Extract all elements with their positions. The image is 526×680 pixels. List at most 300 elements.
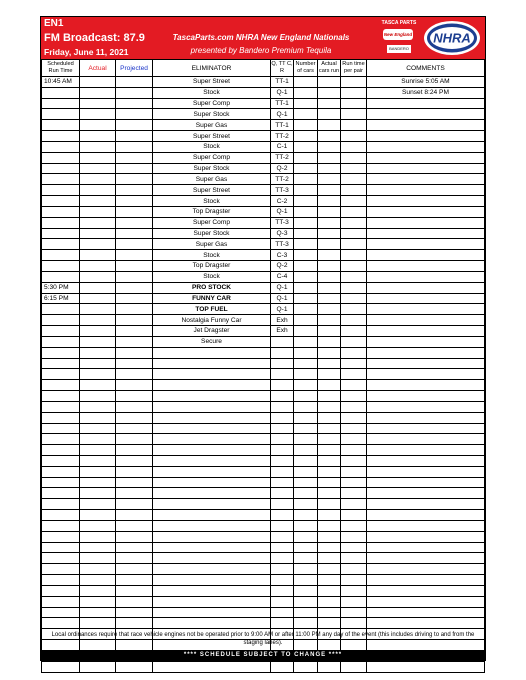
actual-cars-cell [318, 369, 341, 380]
comment-cell [367, 174, 485, 185]
scheduled-time-cell [42, 109, 80, 120]
table-row [42, 163, 485, 174]
comment-cell [367, 542, 485, 553]
num-cars-cell [294, 174, 318, 185]
scheduled-time-cell [42, 477, 80, 488]
scheduled-time-cell [42, 336, 80, 347]
table-row [42, 336, 485, 347]
scheduled-time-cell [42, 196, 80, 207]
eliminator-cell: Stock [153, 271, 271, 282]
eliminator-cell [153, 401, 271, 412]
projected-cell [116, 217, 153, 228]
run-time-cell [341, 282, 367, 293]
projected-cell [116, 380, 153, 391]
table-header-row [42, 60, 485, 77]
num-cars-cell [294, 315, 318, 326]
session-code-cell [271, 531, 294, 542]
header-banner [41, 17, 485, 59]
scheduled-time-cell [42, 585, 80, 596]
session-code-cell: TT-1 [271, 98, 294, 109]
actual-cell [80, 542, 116, 553]
session-code-cell: Q-1 [271, 293, 294, 304]
num-cars-cell [294, 120, 318, 131]
actual-cell [80, 661, 116, 672]
scheduled-time-cell [42, 326, 80, 337]
session-code-cell [271, 477, 294, 488]
actual-cell [80, 98, 116, 109]
scheduled-time-cell [42, 499, 80, 510]
session-code-cell: TT-1 [271, 120, 294, 131]
scheduled-time-cell [42, 466, 80, 477]
table-row [42, 87, 485, 98]
num-cars-cell [294, 217, 318, 228]
blank-row [42, 531, 485, 542]
scheduled-time-cell [42, 542, 80, 553]
table-row [42, 228, 485, 239]
actual-cars-cell [318, 196, 341, 207]
projected-cell [116, 196, 153, 207]
session-code-cell: Exh [271, 326, 294, 337]
session-code-cell [271, 455, 294, 466]
comment-cell [367, 185, 485, 196]
projected-cell [116, 575, 153, 586]
num-cars-cell [294, 499, 318, 510]
actual-cell [80, 336, 116, 347]
actual-cell [80, 87, 116, 98]
actual-cell [80, 455, 116, 466]
run-time-cell [341, 531, 367, 542]
num-cars-cell [294, 304, 318, 315]
actual-cars-cell [318, 228, 341, 239]
num-cars-cell [294, 109, 318, 120]
session-code-cell [271, 661, 294, 672]
actual-cars-cell [318, 520, 341, 531]
blank-row [42, 412, 485, 423]
comment-cell [367, 347, 485, 358]
scheduled-time-cell [42, 152, 80, 163]
blank-row [42, 585, 485, 596]
scheduled-time-cell [42, 575, 80, 586]
actual-cars-cell [318, 455, 341, 466]
comment-cell [367, 282, 485, 293]
blank-row [42, 434, 485, 445]
scheduled-time-cell [42, 185, 80, 196]
num-cars-cell [294, 380, 318, 391]
actual-cell [80, 499, 116, 510]
session-code-cell [271, 347, 294, 358]
run-time-cell [341, 120, 367, 131]
run-time-cell [341, 239, 367, 250]
num-cars-cell [294, 575, 318, 586]
projected-cell [116, 553, 153, 564]
run-time-cell [341, 380, 367, 391]
actual-cell [80, 293, 116, 304]
scheduled-time-cell [42, 510, 80, 521]
run-time-cell [341, 466, 367, 477]
num-cars-cell [294, 293, 318, 304]
eliminator-cell [153, 391, 271, 402]
session-code-cell [271, 466, 294, 477]
num-cars-cell [294, 185, 318, 196]
session-code-cell [271, 596, 294, 607]
eliminator-cell [153, 531, 271, 542]
scheduled-time-cell [42, 206, 80, 217]
comment-cell [367, 315, 485, 326]
ordinance-note: Local ordinances require that race vehicle engines not be operated prior to 9:00 AM or after 11:00 PM any day of the event (this includes driving to and from the staging lanes). [51, 632, 475, 646]
blank-row [42, 510, 485, 521]
event-title: TascaParts.com NHRA New England Nationals [172, 33, 350, 42]
session-code-cell [271, 488, 294, 499]
actual-cell [80, 120, 116, 131]
scheduled-time-cell [42, 553, 80, 564]
eliminator-cell [153, 520, 271, 531]
comment-cell [367, 531, 485, 542]
scheduled-time-cell [42, 98, 80, 109]
eliminator-cell: TOP FUEL [153, 304, 271, 315]
projected-cell [116, 520, 153, 531]
scheduled-time-cell [42, 239, 80, 250]
session-code-cell [271, 358, 294, 369]
actual-cell [80, 217, 116, 228]
actual-cell [80, 466, 116, 477]
actual-cars-cell [318, 282, 341, 293]
scheduled-time-cell: 10:45 AM [42, 77, 80, 88]
blank-row [42, 455, 485, 466]
projected-cell [116, 434, 153, 445]
num-cars-cell [294, 477, 318, 488]
actual-cars-cell [318, 174, 341, 185]
session-code-cell [271, 575, 294, 586]
comment-cell [367, 434, 485, 445]
run-time-cell [341, 423, 367, 434]
table-row [42, 271, 485, 282]
scheduled-time-cell: 6:15 PM [42, 293, 80, 304]
actual-cars-cell [318, 488, 341, 499]
actual-cars-cell [318, 445, 341, 456]
actual-cell [80, 618, 116, 629]
comment-cell [367, 499, 485, 510]
eliminator-cell [153, 607, 271, 618]
session-code-cell [271, 520, 294, 531]
actual-cars-cell [318, 510, 341, 521]
projected-cell [116, 282, 153, 293]
run-time-cell [341, 109, 367, 120]
actual-cars-cell [318, 293, 341, 304]
projected-cell [116, 391, 153, 402]
run-time-cell [341, 575, 367, 586]
eliminator-cell: Super Street [153, 185, 271, 196]
session-code-cell: Q-1 [271, 87, 294, 98]
eliminator-cell [153, 553, 271, 564]
comment-cell [367, 564, 485, 575]
actual-cars-cell [318, 564, 341, 575]
projected-cell [116, 347, 153, 358]
run-time-cell [341, 98, 367, 109]
actual-cell [80, 391, 116, 402]
num-cars-cell [294, 564, 318, 575]
comment-cell [367, 477, 485, 488]
eliminator-cell: Super Comp [153, 152, 271, 163]
comment-cell [367, 120, 485, 131]
projected-cell [116, 358, 153, 369]
actual-cell [80, 196, 116, 207]
eliminator-cell [153, 618, 271, 629]
scheduled-time-cell [42, 391, 80, 402]
projected-cell [116, 423, 153, 434]
actual-cell [80, 596, 116, 607]
comment-cell [367, 607, 485, 618]
eliminator-cell: Super Comp [153, 217, 271, 228]
table-row [42, 315, 485, 326]
actual-cell [80, 564, 116, 575]
run-time-cell [341, 185, 367, 196]
eliminator-cell [153, 434, 271, 445]
col-qtt: Q, TT C, R [271, 60, 294, 77]
actual-cell [80, 326, 116, 337]
projected-cell [116, 618, 153, 629]
tasca-parts-logo: TASCA PARTS [381, 20, 417, 26]
run-time-cell [341, 174, 367, 185]
nhra-logo-text: NHRA [433, 30, 471, 46]
session-code-cell [271, 412, 294, 423]
new-england-logo: New England [383, 29, 413, 40]
blank-row [42, 596, 485, 607]
projected-cell [116, 585, 153, 596]
projected-cell [116, 250, 153, 261]
scheduled-time-cell [42, 87, 80, 98]
scheduled-time-cell [42, 661, 80, 672]
eliminator-cell: Top Dragster [153, 206, 271, 217]
comment-cell [367, 661, 485, 672]
num-cars-cell [294, 412, 318, 423]
comment-cell [367, 206, 485, 217]
session-code-cell [271, 553, 294, 564]
num-cars-cell [294, 326, 318, 337]
col-actual: Actual [80, 60, 116, 77]
actual-cell [80, 185, 116, 196]
projected-cell [116, 564, 153, 575]
actual-cell [80, 520, 116, 531]
eliminator-cell [153, 369, 271, 380]
projected-cell [116, 542, 153, 553]
comment-cell [367, 412, 485, 423]
session-code-cell: TT-2 [271, 174, 294, 185]
blank-row [42, 618, 485, 629]
scheduled-time-cell [42, 271, 80, 282]
session-code-cell [271, 445, 294, 456]
run-time-cell [341, 445, 367, 456]
comment-cell [367, 163, 485, 174]
actual-cell [80, 477, 116, 488]
session-code-cell [271, 499, 294, 510]
projected-cell [116, 661, 153, 672]
num-cars-cell [294, 87, 318, 98]
scheduled-time-cell [42, 531, 80, 542]
eliminator-cell [153, 477, 271, 488]
session-code-cell [271, 542, 294, 553]
scheduled-time-cell [42, 455, 80, 466]
scheduled-time-cell [42, 380, 80, 391]
run-time-cell [341, 304, 367, 315]
col-comments: COMMENTS [367, 60, 485, 77]
session-code-cell [271, 564, 294, 575]
actual-cars-cell [318, 380, 341, 391]
projected-cell [116, 510, 153, 521]
num-cars-cell [294, 336, 318, 347]
col-num-cars: Number of cars [294, 60, 318, 77]
eliminator-cell: Super Stock [153, 109, 271, 120]
actual-cars-cell [318, 412, 341, 423]
comment-cell [367, 369, 485, 380]
event-subtitle: presented by Bandero Premium Tequila [190, 46, 332, 55]
col-eliminator: ELIMINATOR [153, 60, 271, 77]
blank-row [42, 607, 485, 618]
actual-cell [80, 510, 116, 521]
scheduled-time-cell [42, 618, 80, 629]
num-cars-cell [294, 401, 318, 412]
actual-cell [80, 163, 116, 174]
run-time-cell [341, 434, 367, 445]
comment-cell [367, 304, 485, 315]
scheduled-time-cell [42, 445, 80, 456]
blank-row [42, 553, 485, 564]
table-row [42, 250, 485, 261]
actual-cell [80, 369, 116, 380]
blank-row [42, 445, 485, 456]
run-time-cell [341, 141, 367, 152]
scheduled-time-cell [42, 401, 80, 412]
blank-row [42, 564, 485, 575]
session-code-cell: Q-2 [271, 163, 294, 174]
actual-cars-cell [318, 261, 341, 272]
scheduled-time-cell [42, 120, 80, 131]
actual-cell [80, 434, 116, 445]
scheduled-time-cell [42, 131, 80, 142]
actual-cars-cell [318, 596, 341, 607]
comment-cell [367, 109, 485, 120]
num-cars-cell [294, 152, 318, 163]
run-time-cell [341, 520, 367, 531]
session-code-cell: TT-3 [271, 217, 294, 228]
num-cars-cell [294, 131, 318, 142]
projected-cell [116, 261, 153, 272]
scheduled-time-cell [42, 228, 80, 239]
actual-cell [80, 445, 116, 456]
scheduled-time-cell [42, 261, 80, 272]
eliminator-cell [153, 575, 271, 586]
comment-cell [367, 391, 485, 402]
comment-cell [367, 271, 485, 282]
projected-cell [116, 87, 153, 98]
session-code-cell: Q-2 [271, 261, 294, 272]
actual-cars-cell [318, 109, 341, 120]
actual-cell [80, 423, 116, 434]
run-time-cell [341, 585, 367, 596]
actual-cars-cell [318, 77, 341, 88]
eliminator-cell [153, 564, 271, 575]
blank-row [42, 401, 485, 412]
actual-cell [80, 488, 116, 499]
comment-cell [367, 239, 485, 250]
session-code-cell [271, 336, 294, 347]
actual-cell [80, 412, 116, 423]
schedule-table [41, 59, 485, 673]
comment-cell [367, 585, 485, 596]
actual-cars-cell [318, 131, 341, 142]
comment-cell [367, 401, 485, 412]
actual-cars-cell [318, 531, 341, 542]
actual-cars-cell [318, 391, 341, 402]
run-time-cell [341, 336, 367, 347]
eliminator-cell: Super Stock [153, 228, 271, 239]
run-time-cell [341, 391, 367, 402]
comment-cell [367, 510, 485, 521]
eliminator-cell [153, 542, 271, 553]
session-code-cell: Q-1 [271, 304, 294, 315]
comment-cell [367, 336, 485, 347]
projected-cell [116, 499, 153, 510]
actual-cars-cell [318, 466, 341, 477]
comment-cell [367, 250, 485, 261]
event-date: Friday, June 11, 2021 [44, 47, 129, 57]
comment-cell [367, 326, 485, 337]
actual-cars-cell [318, 163, 341, 174]
num-cars-cell [294, 596, 318, 607]
scheduled-time-cell [42, 564, 80, 575]
projected-cell [116, 185, 153, 196]
run-time-cell [341, 488, 367, 499]
num-cars-cell [294, 553, 318, 564]
scheduled-time-cell [42, 423, 80, 434]
run-time-cell [341, 271, 367, 282]
projected-cell [116, 455, 153, 466]
table-row [42, 77, 485, 88]
table-row [42, 109, 485, 120]
projected-cell [116, 445, 153, 456]
projected-cell [116, 315, 153, 326]
actual-cell [80, 174, 116, 185]
schedule-change-banner: **** SCHEDULE SUBJECT TO CHANGE **** [41, 651, 485, 660]
eliminator-cell [153, 358, 271, 369]
comment-cell [367, 98, 485, 109]
eliminator-cell: Super Street [153, 77, 271, 88]
scheduled-time-cell [42, 434, 80, 445]
num-cars-cell [294, 531, 318, 542]
projected-cell [116, 152, 153, 163]
actual-cell [80, 380, 116, 391]
session-code-cell [271, 607, 294, 618]
comment-cell [367, 618, 485, 629]
eliminator-cell: Secure [153, 336, 271, 347]
actual-cell [80, 607, 116, 618]
actual-cell [80, 315, 116, 326]
actual-cell [80, 531, 116, 542]
actual-cars-cell [318, 401, 341, 412]
num-cars-cell [294, 607, 318, 618]
comment-cell [367, 196, 485, 207]
eliminator-cell [153, 423, 271, 434]
blank-row [42, 347, 485, 358]
session-code-cell [271, 380, 294, 391]
session-code-cell: C-2 [271, 196, 294, 207]
session-code-cell: C-1 [271, 141, 294, 152]
run-time-cell [341, 196, 367, 207]
comment-cell [367, 152, 485, 163]
projected-cell [116, 206, 153, 217]
eliminator-cell [153, 466, 271, 477]
projected-cell [116, 369, 153, 380]
actual-cell [80, 271, 116, 282]
